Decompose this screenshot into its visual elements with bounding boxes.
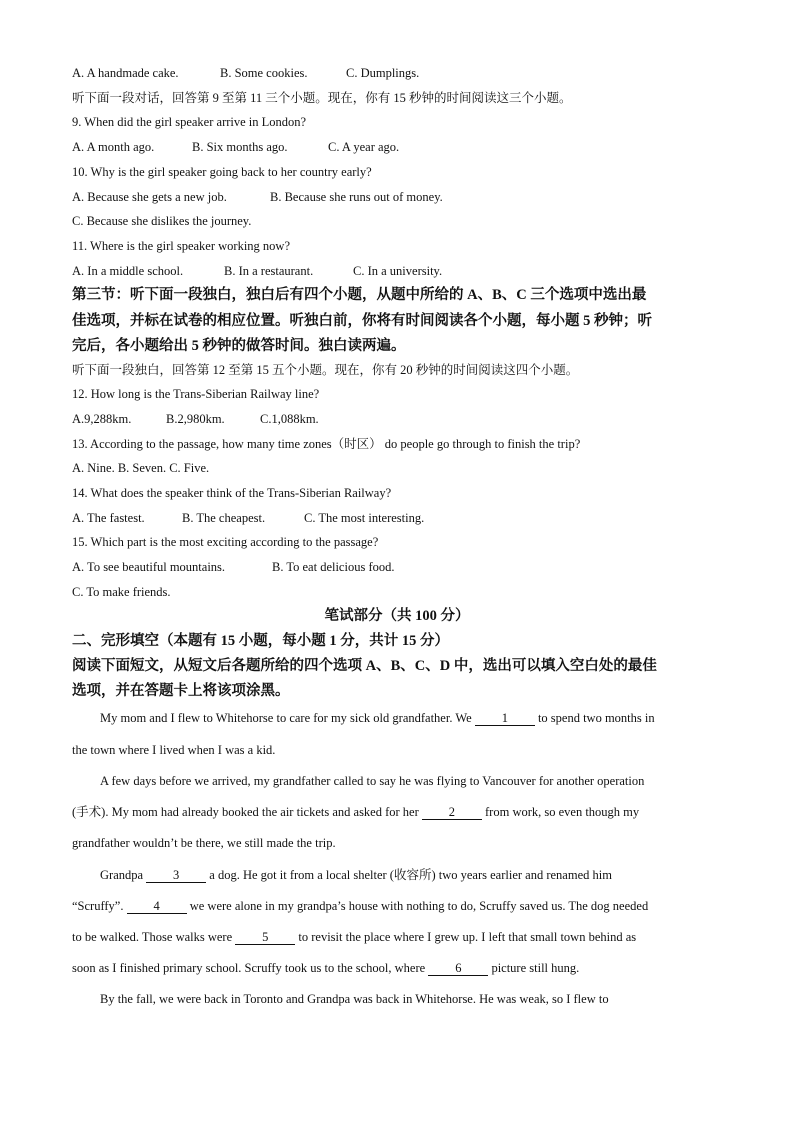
passage-text: to be walked. Those walks were [72, 930, 233, 944]
instruction-12-15: 听下面一段独白，回答第 12 至第 15 五个小题。现在，你有 20 秒钟的时间阅读这四个小题。 [72, 363, 579, 377]
q11-option-c: C. In a university. [353, 264, 443, 278]
passage-text: “Scruffy”. [72, 899, 124, 913]
q10-option-c: C. Because she dislikes the journey. [72, 214, 252, 228]
passage-line [100, 866, 612, 884]
passage-text: soon as I finished primary school. Scruffy took us to the school, where [72, 961, 426, 975]
passage-text: (手术). My mom had already booked the air tickets and asked for her [72, 805, 419, 819]
passage-text: My mom and I flew to Whitehorse to care for my sick old grandfather. We [100, 711, 472, 725]
passage-text: Grandpa [100, 868, 144, 882]
q14-option-c: C. The most interesting. [304, 511, 425, 525]
q14-options [72, 509, 424, 527]
passage-text: picture still hung. [491, 961, 580, 975]
passage-line [72, 928, 636, 946]
q11-options [72, 262, 442, 280]
q8-options [72, 64, 419, 82]
q15-option-c: C. To make friends. [72, 585, 171, 599]
section3-line-3: 完后，各小题给出 5 秒钟的做答时间。独白读两遍。 [72, 338, 406, 354]
q11-option-b: B. In a restaurant. [224, 264, 314, 278]
passage-text: a dog. He got it from a local shelter (收容所) two years earlier and renamed him [209, 868, 612, 882]
q9-options [72, 138, 399, 156]
passage-text: to spend two months in [537, 711, 655, 725]
q12-option-a: A.9,288km. [72, 412, 132, 426]
q12-option-b: B.2,980km. [166, 412, 225, 426]
passage-line [72, 959, 579, 977]
passage-line: the town where I lived when I was a kid. [72, 743, 276, 757]
part2-instruction-2: 选项，并在答题卡上将该项涂黑。 [72, 683, 290, 699]
q15-options [72, 558, 395, 576]
blank-5: 5 [235, 930, 295, 945]
q8-option-a: A. A handmade cake. [72, 66, 179, 80]
question-11: 11. Where is the girl speaker working now? [72, 239, 290, 253]
passage-line [72, 897, 648, 915]
section3-line-1: 第三节：听下面一段独白，独白后有四个小题，从题中所给的 A、B、C 三个选项中选出最 [72, 287, 647, 303]
passage-text: to revisit the place where I grew up. I left that small town behind as [298, 930, 637, 944]
q12-option-c: C.1,088km. [260, 412, 319, 426]
q14-option-b: B. The cheapest. [182, 511, 266, 525]
blank-3: 3 [146, 868, 206, 883]
q14-option-a: A. The fastest. [72, 511, 145, 525]
q10-option-a: A. Because she gets a new job. [72, 190, 227, 204]
q10-options [72, 188, 443, 206]
blank-6: 6 [428, 961, 488, 976]
question-10: 10. Why is the girl speaker going back to her country early? [72, 165, 372, 179]
written-part-title: 笔试部分（共 100 分） [324, 608, 470, 624]
passage-text: we were alone in my grandpa’s house with nothing to do, Scruffy saved us. The dog needed [189, 899, 649, 913]
blank-1: 1 [475, 711, 535, 726]
blank-2: 2 [422, 805, 482, 820]
q9-option-c: C. A year ago. [328, 140, 400, 154]
passage-line [72, 803, 639, 821]
q10-option-b: B. Because she runs out of money. [270, 190, 443, 204]
question-12: 12. How long is the Trans-Siberian Railway line? [72, 387, 320, 401]
part2-instruction-1: 阅读下面短文，从短文后各题所给的四个选项 A、B、C、D 中，选出可以填入空白处的最佳 [72, 658, 657, 674]
passage-line: By the fall, we were back in Toronto and Grandpa was back in Whitehorse. He was weak, so I flew to [100, 992, 609, 1006]
instruction-9-11: 听下面一段对话，回答第 9 至第 11 三个小题。现在，你有 15 秒钟的时间阅读这三个小题。 [72, 91, 572, 105]
question-14: 14. What does the speaker think of the Trans-Siberian Railway? [72, 486, 392, 500]
question-13: 13. According to the passage, how many time zones（时区） do people go through to finish the trip? [72, 437, 581, 451]
question-15: 15. Which part is the most exciting according to the passage? [72, 535, 379, 549]
q9-option-a: A. A month ago. [72, 140, 155, 154]
part2-title: 二、完形填空（本题有 15 小题，每小题 1 分，共计 15 分） [72, 633, 449, 649]
q8-option-c: C. Dumplings. [346, 66, 420, 80]
q15-option-b: B. To eat delicious food. [272, 560, 395, 574]
blank-4: 4 [127, 899, 187, 914]
q9-option-b: B. Six months ago. [192, 140, 288, 154]
q12-options [72, 410, 319, 428]
question-9: 9. When did the girl speaker arrive in London? [72, 115, 307, 129]
q8-option-b: B. Some cookies. [220, 66, 308, 80]
q13-options: A. Nine. B. Seven. C. Five. [72, 461, 210, 475]
section3-line-2: 佳选项，并标在试卷的相应位置。听独白前，你将有时间阅读各个小题，每小题 5 秒钟；听 [72, 313, 652, 329]
passage-line [100, 709, 655, 727]
passage-line: grandfather wouldn’t be there, we still made the trip. [72, 836, 336, 850]
q15-option-a: A. To see beautiful mountains. [72, 560, 226, 574]
q11-option-a: A. In a middle school. [72, 264, 184, 278]
passage-line: A few days before we arrived, my grandfather called to say he was flying to Vancouver for another operation [100, 774, 645, 788]
passage-text: from work, so even though my [485, 805, 640, 819]
